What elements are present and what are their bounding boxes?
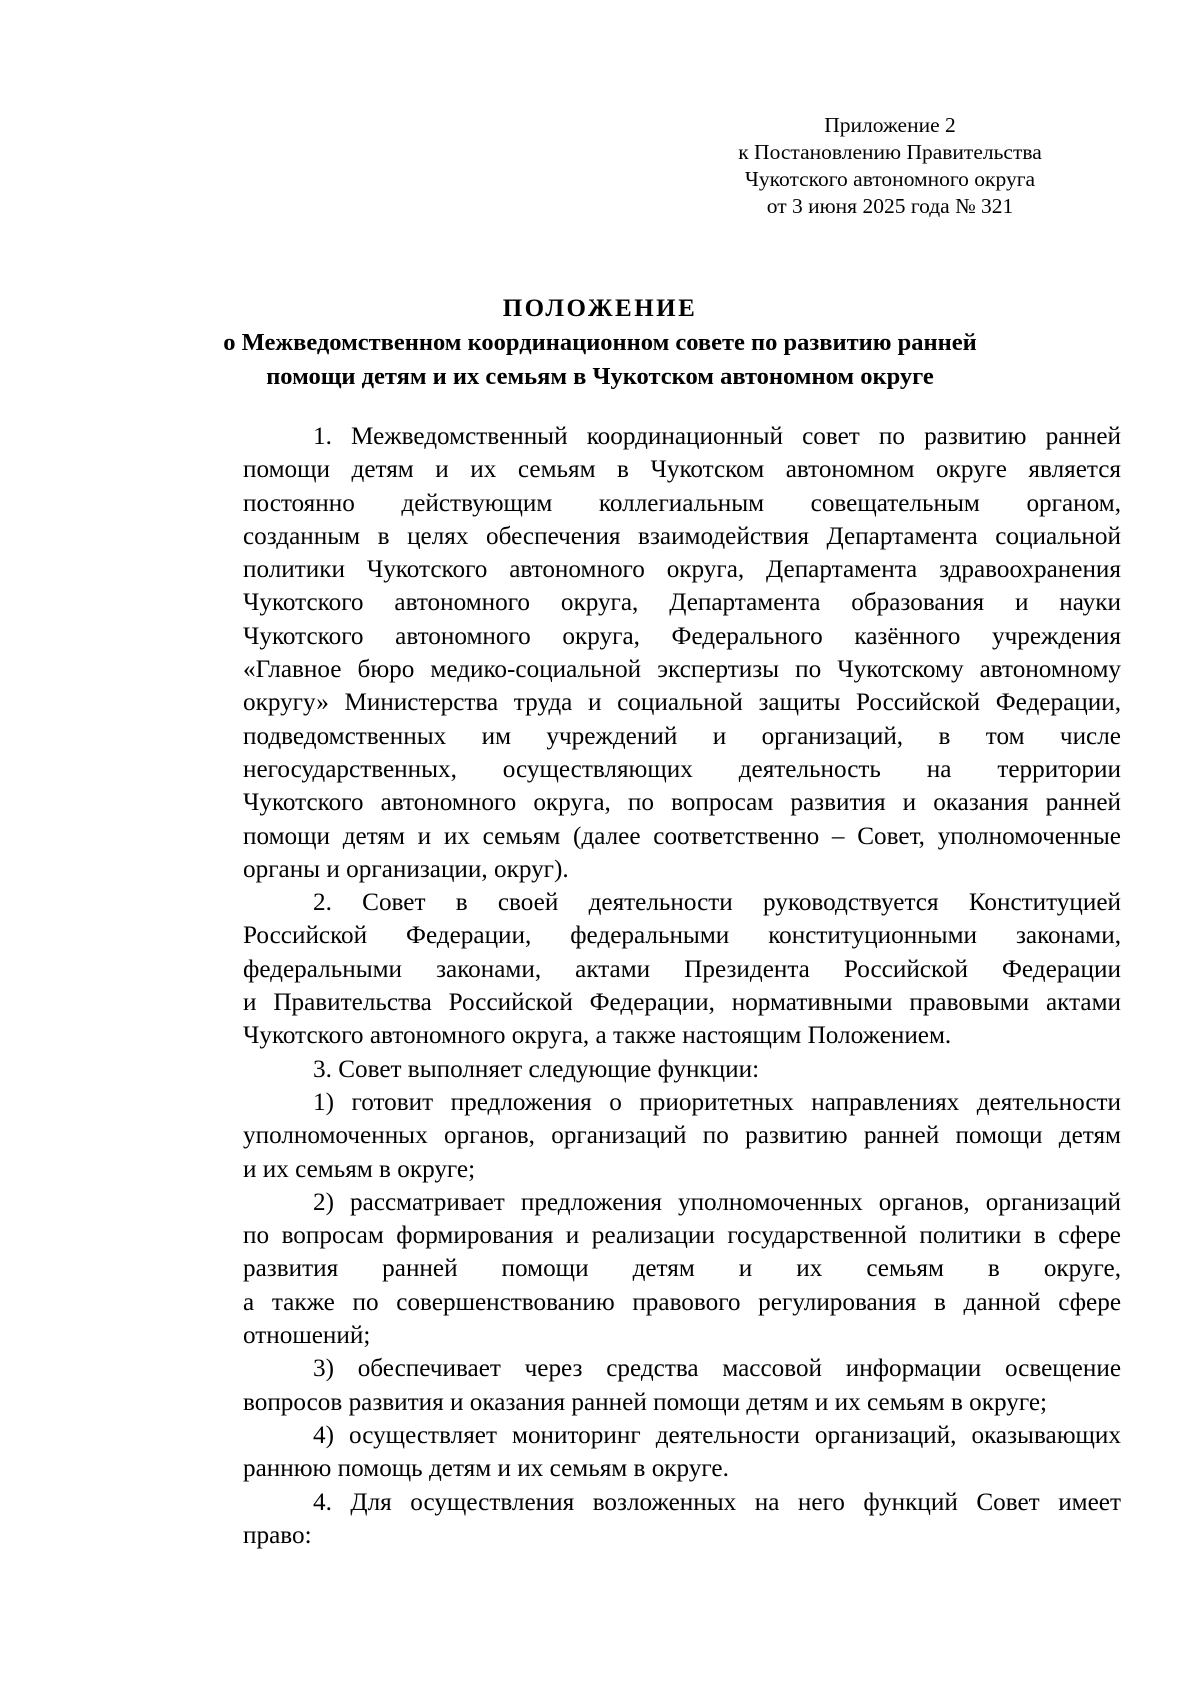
paragraph-line: помощи детям и их семьям в Чукотском автономном округе является [243, 456, 1121, 484]
paragraph-line: 1. Межведомственный координационный совет по развитию ранней [313, 423, 1121, 450]
document-title [150, 292, 1050, 394]
appendix-reference: к Постановлению Правительства [738, 140, 1042, 164]
paragraph-line: а также по совершенствованию правового регулирования в данной сфере [243, 1288, 1121, 1316]
paragraph-line: отношений; [243, 1322, 371, 1350]
paragraph-line: помощи детям и их семьям (далее соответственно – Совет, уполномоченные [243, 822, 1121, 850]
paragraph [173, 1486, 1121, 1553]
paragraph-line: вопросов развития и оказания ранней помощи детям и их семьям в округе; [243, 1388, 1047, 1416]
paragraph-line: развития ранней помощи детям и их семьям в округе, [243, 1255, 1121, 1283]
title-subtitle-line-1: о Межведомственном координационном совете по развитию ранней [223, 329, 977, 356]
paragraph-line: Чукотского автономного округа, Департамента образования и науки [243, 589, 1121, 617]
paragraph-line: 1) готовит предложения о приоритетных направлениях деятельности [313, 1088, 1121, 1116]
paragraph-line: раннюю помощь детям и их семьям в округе. [243, 1455, 729, 1483]
paragraph-line: округу» Министерства труда и социальной защиты Российской Федерации, [243, 689, 1121, 717]
appendix-header [700, 112, 1080, 220]
paragraph-line: 2. Совет в своей деятельности руководствуется Конституцией [313, 889, 1121, 917]
paragraph-line: «Главное бюро медико-социальной экспертизы по Чукотскому автономному [243, 656, 1121, 684]
paragraph-line: и их семьям в округе; [243, 1155, 476, 1183]
paragraph [173, 420, 1121, 886]
document-body [173, 420, 1121, 1552]
appendix-region: Чукотского автономного округа [744, 167, 1036, 191]
paragraph-line: 4) осуществляет мониторинг деятельности организаций, оказывающих [313, 1421, 1121, 1449]
paragraph [173, 1352, 1121, 1419]
paragraph-line: Российской Федерации, федеральными конституционными законами, [243, 922, 1121, 950]
paragraph-line: созданным в целях обеспечения взаимодействия Департамента социальной [243, 522, 1121, 550]
paragraph-line: 4. Для осуществления возложенных на него функций Совет имеет [313, 1488, 1121, 1516]
paragraph-line: по вопросам формирования и реализации государственной политики в сфере [243, 1222, 1121, 1250]
paragraph [173, 1086, 1121, 1186]
paragraph [173, 1419, 1121, 1486]
paragraph-line: подведомственных им учреждений и организаций, в том числе [243, 722, 1121, 750]
appendix-date: от 3 июня 2025 года № 321 [766, 194, 1014, 218]
paragraph [173, 1186, 1121, 1352]
paragraph-line: постоянно действующим коллегиальным совещательным органом, [243, 489, 1121, 517]
paragraph-line: Чукотского автономного округа, а также настоящим Положением. [243, 1022, 952, 1050]
paragraph-line: 3. Совет выполняет следующие функции: [313, 1055, 760, 1083]
paragraph-line: право: [243, 1521, 312, 1549]
appendix-number: Приложение 2 [824, 113, 956, 137]
paragraph-line: и Правительства Российской Федерации, нормативными правовыми актами [243, 989, 1121, 1017]
paragraph-line: федеральными законами, актами Президента Российской Федерации [243, 955, 1121, 983]
paragraph-line: органы и организации, округ). [243, 855, 569, 883]
paragraph [173, 1053, 1121, 1086]
title-main: ПОЛОЖЕНИЕ [502, 295, 698, 322]
paragraph-line: уполномоченных органов, организаций по развитию ранней помощи детям [243, 1122, 1121, 1150]
paragraph-line: 3) обеспечивает через средства массовой информации освещение [313, 1355, 1121, 1383]
paragraph-line: 2) рассматривает предложения уполномоченных органов, организаций [313, 1188, 1121, 1216]
paragraph-line: политики Чукотского автономного округа, Департамента здравоохранения [243, 556, 1121, 584]
paragraph-line: Чукотского автономного округа, по вопросам развития и оказания ранней [243, 789, 1121, 817]
paragraph-line: Чукотского автономного округа, Федерального казённого учреждения [243, 622, 1121, 650]
paragraph [173, 886, 1121, 1052]
paragraph-line: негосударственных, осуществляющих деятельность на территории [243, 755, 1121, 783]
title-subtitle-line-2: помощи детям и их семьям в Чукотском автономном округе [266, 363, 934, 390]
